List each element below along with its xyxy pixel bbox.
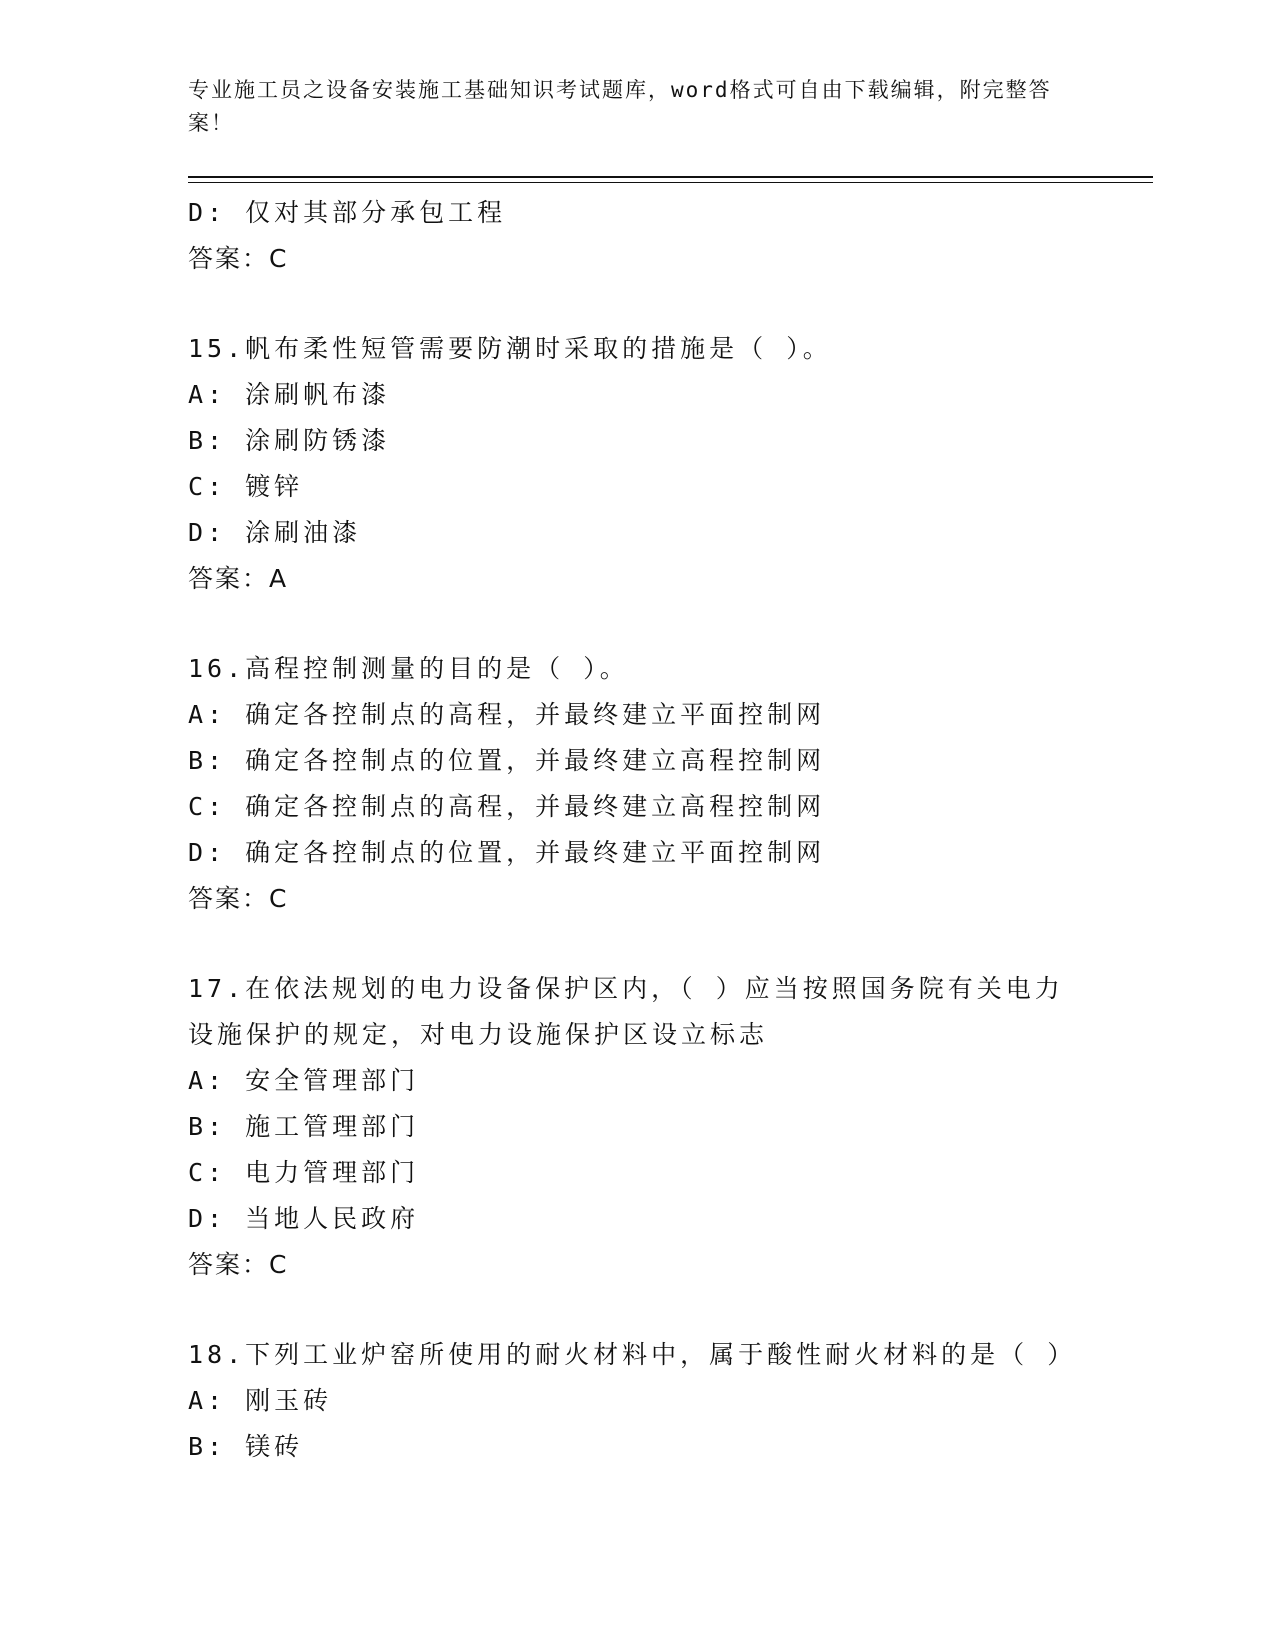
option-a: A: 涂刷帆布漆 xyxy=(188,380,391,409)
document-header: 专业施工员之设备安装施工基础知识考试题库，word格式可自由下载编辑，附完整答案！ xyxy=(188,78,1052,135)
option-a: A: 确定各控制点的高程，并最终建立平面控制网 xyxy=(188,700,826,729)
option-d: D: 确定各控制点的位置，并最终建立平面控制网 xyxy=(188,838,826,867)
option-d: D: 仅对其部分承包工程 xyxy=(188,198,507,227)
question-block xyxy=(188,326,1088,602)
option-c: C: 确定各控制点的高程，并最终建立高程控制网 xyxy=(188,792,826,821)
question-title: 15.帆布柔性短管需要防潮时采取的措施是（ ）。 xyxy=(188,334,832,363)
question-block xyxy=(188,1332,1088,1470)
question-title: 18.下列工业炉窑所使用的耐火材料中，属于酸性耐火材料的是（ ） xyxy=(188,1340,1077,1369)
spacer xyxy=(188,922,1088,966)
question-block xyxy=(188,966,1088,1288)
answer: 答案：C xyxy=(188,1250,289,1279)
option-b: B: 施工管理部门 xyxy=(188,1112,420,1141)
question-block xyxy=(188,190,1088,282)
question-list xyxy=(188,190,1088,1470)
answer: 答案：A xyxy=(188,564,289,593)
question-title: 17.在依法规划的电力设备保护区内，（ ）应当按照国务院有关电力设施保护的规定，对电力设施保护区设立标志 xyxy=(188,974,1064,1049)
question-title: 16.高程控制测量的目的是（ ）。 xyxy=(188,654,629,683)
option-a: A: 安全管理部门 xyxy=(188,1066,420,1095)
answer: 答案：C xyxy=(188,244,289,273)
option-c: C: 镀锌 xyxy=(188,472,304,501)
spacer xyxy=(188,1288,1088,1332)
option-d: D: 当地人民政府 xyxy=(188,1204,420,1233)
option-c: C: 电力管理部门 xyxy=(188,1158,420,1187)
spacer xyxy=(188,602,1088,646)
header-divider-thick xyxy=(188,176,1153,178)
option-d: D: 涂刷油漆 xyxy=(188,518,362,547)
question-block xyxy=(188,646,1088,922)
option-b: B: 涂刷防锈漆 xyxy=(188,426,391,455)
option-b: B: 确定各控制点的位置，并最终建立高程控制网 xyxy=(188,746,826,775)
spacer xyxy=(188,282,1088,326)
option-a: A: 刚玉砖 xyxy=(188,1386,333,1415)
answer: 答案：C xyxy=(188,884,289,913)
option-b: B: 镁砖 xyxy=(188,1432,304,1461)
header-divider-thin xyxy=(188,182,1153,183)
